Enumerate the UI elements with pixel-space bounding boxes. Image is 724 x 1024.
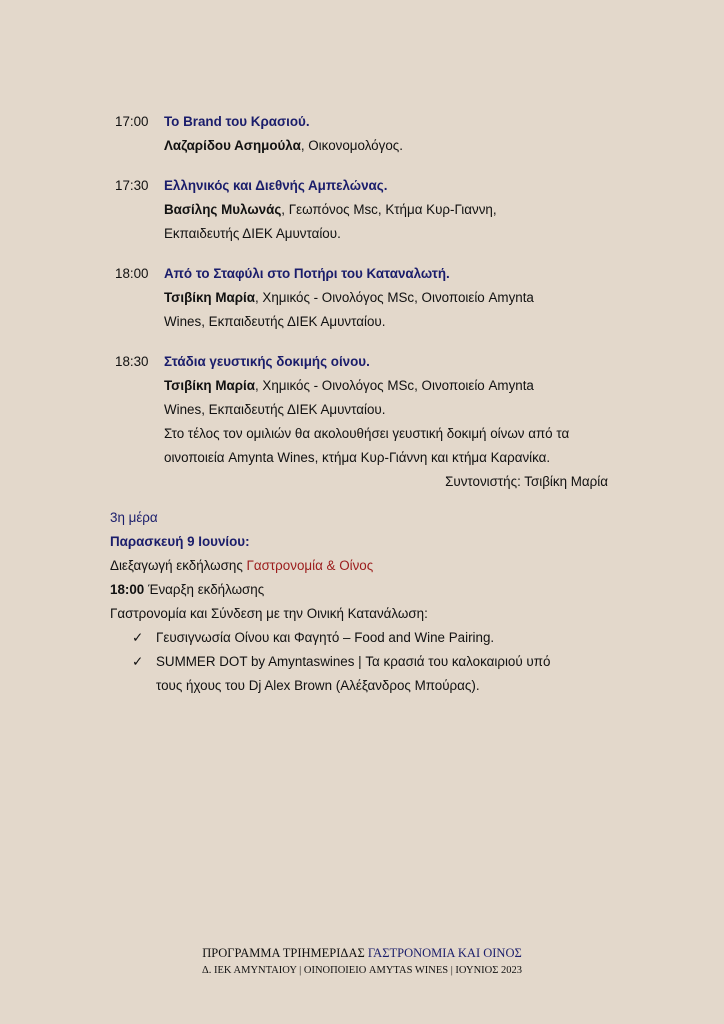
speaker-details: , Γεωπόνος Msc, Κτήμα Κυρ-Γιαννη, <box>281 202 497 217</box>
check-list <box>110 626 630 698</box>
speaker-details: , Χημικός - Οινολόγος MSc, Οινοποιείο Amynta <box>254 290 534 305</box>
session-1800 <box>110 262 630 334</box>
event-prefix: Διεξαγωγή εκδήλωσης <box>110 558 247 573</box>
moderator: Συντονιστής: Τσιβίκη Μαρία <box>445 474 608 489</box>
speaker-line <box>164 198 630 222</box>
topic-line: Γαστρονομία και Σύνδεση με την Οινική Κατανάλωση: <box>110 606 428 621</box>
footer-title-accent: ΓΑΣΤΡΟΝΟΜΙΑ ΚΑΙ ΟΙΝΟΣ <box>367 946 522 960</box>
session-title: Στάδια γευστικής δοκιμής οίνου. <box>164 354 370 369</box>
session-title: Από το Σταφύλι στο Ποτήρι του Καταναλωτή. <box>164 266 450 281</box>
start-line <box>110 578 630 602</box>
day-label: 3η μέρα <box>110 510 158 525</box>
event-line <box>110 554 630 578</box>
speaker-details: , Οικονομολόγος. <box>300 138 403 153</box>
day-date: Παρασκευή 9 Ιουνίου: <box>110 534 250 549</box>
footer-title-prefix: ΠΡΟΓΡΑΜΜΑ ΤΡΙΗΜΕΡΙΔΑΣ <box>202 946 368 960</box>
session-time: 18:00 <box>115 266 149 281</box>
list-item <box>110 650 630 674</box>
footer-subtitle: Δ. ΙΕΚ ΑΜΥΝΤΑΙΟΥ | ΟΙΝΟΠΟΙΕΙΟ AMYTAS WINES | ΙΟΥΝΙΟΣ 2023 <box>202 965 522 976</box>
tasting-note-cont: οινοποιεία Amynta Wines, κτήμα Κυρ-Γιάννη και κτήμα Καρανίκα. <box>164 450 551 465</box>
session-time: 18:30 <box>115 354 149 369</box>
check-icon: ✓ <box>132 654 144 669</box>
event-name: Γαστρονομία & Οίνος <box>246 558 374 573</box>
speaker-line <box>164 374 630 398</box>
list-item-text: SUMMER DOT by Amyntaswines | Τα κρασιά του καλοκαιριού υπό <box>156 654 551 669</box>
session-time: 17:30 <box>115 178 149 193</box>
speaker-line <box>164 134 630 158</box>
session-title: Το Brand του Κρασιού. <box>164 114 310 129</box>
speaker-name: Λαζαρίδου Ασημούλα <box>164 138 301 153</box>
speaker-name: Βασίλης Μυλωνάς <box>164 202 282 217</box>
program-content <box>110 110 630 698</box>
list-item-text: τους ήχους του Dj Alex Brown (Αλέξανδρος Μπούρας). <box>156 678 480 693</box>
session-title: Ελληνικός και Διεθνής Αμπελώνας. <box>164 178 388 193</box>
list-item <box>110 626 630 650</box>
speaker-line <box>164 286 630 310</box>
speaker-details-cont: Wines, Εκπαιδευτής ΔΙΕΚ Αμυνταίου. <box>164 314 386 329</box>
session-1730 <box>110 174 630 246</box>
list-item-cont <box>110 674 630 698</box>
speaker-name: Τσιβίκη Μαρία <box>164 378 255 393</box>
speaker-name: Τσιβίκη Μαρία <box>164 290 255 305</box>
check-icon: ✓ <box>132 630 144 645</box>
start-text: Έναρξη εκδήλωσης <box>144 582 265 597</box>
speaker-details: , Χημικός - Οινολόγος MSc, Οινοποιείο Amynta <box>254 378 534 393</box>
list-item-text: Γευσιγνωσία Οίνου και Φαγητό – Food and Wine Pairing. <box>156 630 495 645</box>
speaker-details-cont: Εκπαιδευτής ΔΙΕΚ Αμυνταίου. <box>164 226 341 241</box>
session-1700 <box>110 110 630 158</box>
tasting-note: Στο τέλος τον ομιλιών θα ακολουθήσει γευστική δοκιμή οίνων από τα <box>164 426 570 441</box>
session-time: 17:00 <box>115 114 149 129</box>
footer-title <box>0 946 724 961</box>
session-1830 <box>110 350 630 494</box>
start-time: 18:00 <box>110 582 145 597</box>
speaker-details-cont: Wines, Εκπαιδευτής ΔΙΕΚ Αμυνταίου. <box>164 402 386 417</box>
